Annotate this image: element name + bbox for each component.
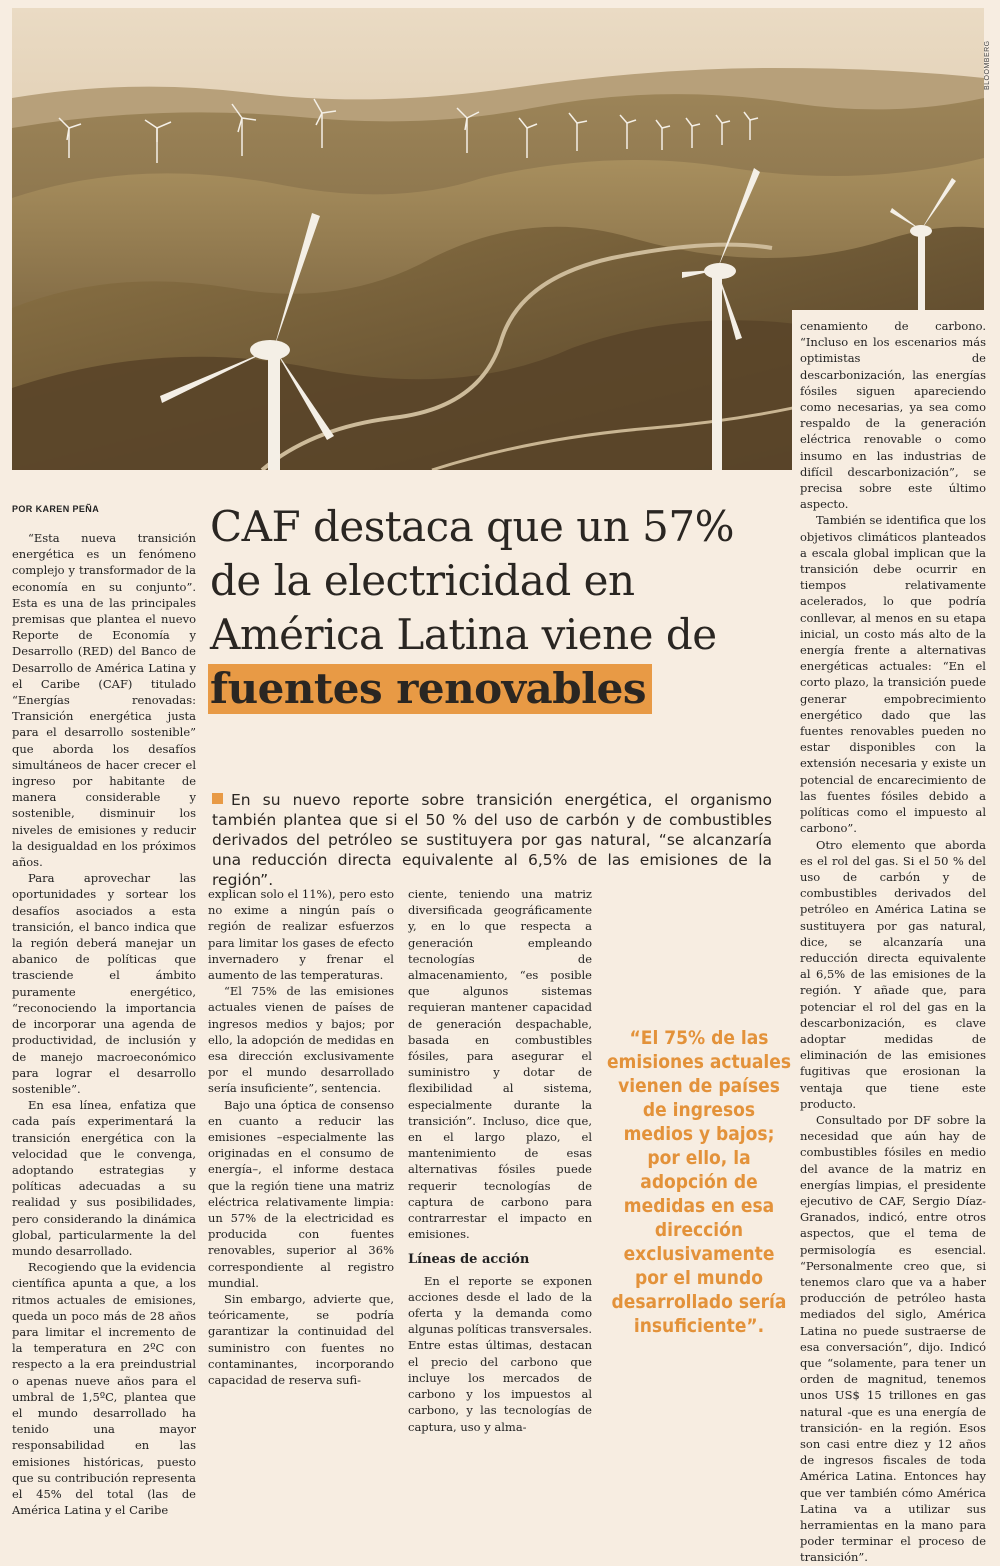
headline-line-3: América Latina viene de	[208, 610, 723, 659]
photo-credit: BLOOMBERG	[984, 40, 991, 90]
paragraph: explican solo el 11%), pero esto no exime a ningún país o región de realizar esfuerzos para limitar los gases de efecto invernadero y frenar el aumento de las temperaturas.	[208, 887, 394, 983]
paragraph: En el reporte se exponen acciones desde el lado de la oferta y la demanda como algunas políticas transversales. Entre estas últimas, destacan el precio del carbono que incluye los mercados de carbono y los impuestos al carbono, y las tecnologías de captura, uso y alma-	[408, 1273, 592, 1434]
lead-paragraph	[212, 790, 772, 890]
paragraph: cenamiento de carbono. “Incluso en los escenarios más optimistas de descarbonización, las energías fósiles siguen apareciendo como necesarias, ya sea como respaldo de la generación eléctrica renovable o como insumo en las industrias de difícil descarbonización”, se precisa sobre este último aspecto.	[800, 319, 986, 512]
paragraph: En esa línea, enfatiza que cada país experimentará la transición energética con la velocidad que le convenga, adoptando estrategias y políticas adecuadas a su realidad y sus posibilidades, pero considerando la dinámica global, particularmente la del mundo desarrollado.	[12, 1098, 196, 1258]
paragraph: “Esta nueva transición energética es un fenómeno complejo y transformador de la economía en su conjunto”. Esta es una de las principales premisas que plantea el nuevo Reporte de Economía y Desarrollo (RED) del Banco de Desarrollo de América Latina y el Caribe (CAF) titulado “Energías renovadas: Transición energética justa para el desarrollo sostenible” que aborda los desafíos simultáneos de hacer crecer el ingreso por habitante de manera considerable y sostenible, disminuir los niveles de emisiones y reducir la desigualdad en los próximos años.	[12, 531, 196, 870]
headline-line-2: de la electricidad en	[208, 556, 641, 605]
section-heading: Líneas de acción	[408, 1252, 530, 1268]
headline-line-1: CAF destaca que un 57%	[208, 502, 740, 551]
headline	[208, 500, 788, 714]
paragraph: Consultado por DF sobre la necesidad que aún hay de combustibles fósiles en medio del avance de la matriz en energías limpias, el presidente ejecutivo de CAF, Sergio Díaz-Granados, indicó, entre otros aspectos, que el tema de permisología es esencial. “Personalmente creo que, si tenemos claro que va a haber producción de petróleo hasta mediados del siglo, América Latina no puede sustraerse de esa conversación”, dijo. Indicó que “solamente, para tener un orden de magnitud, tenemos unos US$ 15 trillones en gas natural -que es una energía de transición- en la región. Esos son casi entre diez y 12 años de ingresos fiscales de toda América Latina. Entonces hay que ver también cómo América Latina va a utilizar sus herramientas en la mano para poder terminar el proceso de transición”.	[800, 1112, 986, 1565]
pull-quote: “El 75% de las emisiones actuales vienen de países de ingresos medios y bajos; por ello, la adopción de medidas en esa dirección exclusivamente por el mundo desarrollado sería insuficiente”.	[606, 1027, 792, 1337]
article-column-2	[208, 886, 394, 1388]
lead-text: En su nuevo reporte sobre transición energética, el organismo también plantea que si el 50 % del uso de carbón y de combustibles derivados del petróleo se sustituyera por gas natural, “se alcanzaría una reducción directa equivalente al 6,5% de las emisiones de la región”.	[212, 791, 772, 889]
article-column-4	[800, 318, 986, 1566]
paragraph: También se identifica que los objetivos climáticos planteados a escala global implican que la transición debe ocurrir en tiempos relativamente acelerados, lo que podría conllevar, al menos en su etapa inicial, un costo más alto de la energía frente a alternativas energéticas actuales: “En el corto plazo, la transición puede generar empobrecimiento energético dado que las fuentes renovables pueden no estar disponibles con la extensión necesaria y existe un potencial de encarecimiento de las fuentes fósiles debido a políticas como el impuesto al carbono”.	[800, 513, 986, 836]
paragraph: “El 75% de las emisiones actuales vienen de países de ingresos medios y bajos; por ello, la adopción de medidas en esa dirección exclusivamente por el mundo desarrollado sería insuficiente”, sentencia.	[208, 984, 394, 1096]
article-column-3	[408, 886, 592, 1435]
paragraph: ciente, teniendo una matriz diversificada geográficamente y, en lo que respecta a generación empleando tecnologías de almacenamiento, “es posible que algunos sistemas requieran mantener capacidad de generación despachable, basada en combustibles fósiles, para asegurar el suministro y dotar de flexibilidad al sistema, especialmente durante la transición”. Incluso, dice que, en el largo plazo, el mantenimiento de esas alternativas fósiles puede requerir tecnologías de captura de carbono para contrarrestar el impacto en emisiones.	[408, 887, 592, 1242]
headline-highlight: fuentes renovables	[208, 664, 652, 714]
paragraph: Recogiendo que la evidencia científica apunta a que, a los ritmos actuales de emisiones, queda un poco más de 28 años para limitar el incremento de la temperatura en 2ºC con respecto a la era preindustrial o apenas nueve años para el umbral de 1,5ºC, plantea que el mundo desarrollado ha tenido una mayor responsabilidad en las emisiones históricas, puesto que su contribución representa el 45% del total (las de América Latina y el Caribe	[12, 1260, 196, 1518]
paragraph: Para aprovechar las oportunidades y sortear los desafíos asociados a esta transición, el banco indica que la región deberá manejar un abanico de políticas que trasciende el ámbito puramente energético, “reconociendo la importancia de incorporar una agenda de productividad, de inclusión y de manejo macroeconómico para lograr el desarrollo sostenible”.	[12, 871, 196, 1096]
article-column-1	[12, 530, 196, 1518]
paragraph: Bajo una óptica de consenso en cuanto a reducir las emisiones –especialmente las originadas en el consumo de energía–, el informe destaca que la región tiene una matriz eléctrica relativamente limpia: un 57% de la electricidad es producida con fuentes renovables, superior al 36% correspondiente al registro mundial.	[208, 1097, 394, 1290]
byline: POR KAREN PEÑA	[12, 504, 100, 514]
paragraph: Otro elemento que aborda es el rol del gas. Si el 50 % del uso de carbón y de combustibles derivados del petróleo en América Latina se sustituyera por gas natural, dice, se alcanzaría una reducción directa equivalente al 6,5% de las emisiones de la región. Y añade que, para potenciar el rol del gas en la descarbonización, es clave adoptar medidas de eliminación de las emisiones fugitivas que erosionan la ventaja que tiene este producto.	[800, 837, 986, 1111]
bullet-square-icon	[212, 793, 223, 804]
paragraph: Sin embargo, advierte que, teóricamente, se podría garantizar la continuidad del suministro con fuentes no contaminantes, incorporando capacidad de reserva sufi-	[208, 1292, 394, 1388]
